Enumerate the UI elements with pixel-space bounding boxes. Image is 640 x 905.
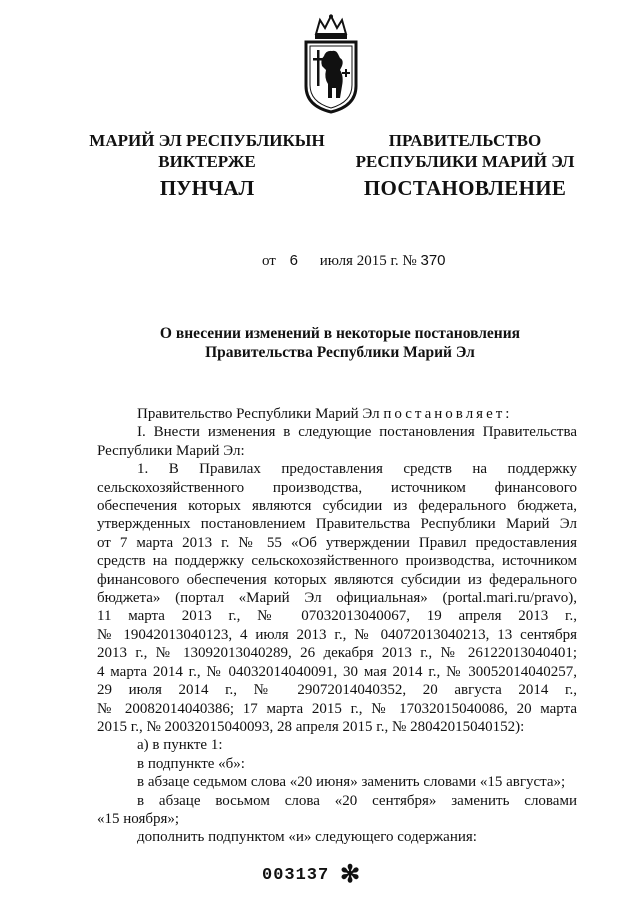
doc-type-right: ПОСТАНОВЛЕНИЕ [363, 176, 567, 200]
intro-verb: постановляет: [383, 406, 513, 422]
title-line2: Правительства Республики Марий Эл [205, 344, 475, 361]
p2-line15: 2015 г., № 20032015040093, 28 апреля 2015 г., № 28042015040152): [97, 718, 525, 735]
intro-text: Правительство Республики Марий Эл [137, 406, 384, 422]
p2-line7: финансового обеспечения которых являются субсидии из федерального [97, 571, 577, 588]
p2-line13: 29 июля 2014 г., № 29072014040352, 20 августа 2014 г., [97, 682, 577, 699]
p1-line2: Республики Марий Эл: [97, 442, 245, 459]
p2-line12: 4 марта 2014 г., № 04032014040091, 30 мая 2014 г., № 30052014040257, [97, 663, 577, 680]
document-date [262, 252, 446, 270]
p2-line5: от 7 марта 2013 г. № 55 «Об утверждении Правил предоставления [97, 534, 577, 551]
p2-line9: 11 марта 2013 г., № 07032013040067, 19 апреля 2013 г., [97, 608, 577, 625]
p2-line4: утвержденных постановлением Правительства Республики Марий Эл [97, 516, 577, 533]
header-right-line1: ПРАВИТЕЛЬСТВО [388, 131, 542, 150]
p2-line10: № 19042013040123, 4 июля 2013 г., № 04072013040213, 13 сентября [97, 626, 577, 643]
asterisk-mark-icon: ✻ [340, 862, 361, 888]
p2-line14: № 20082014040386; 17 марта 2015 г., № 17032015040086, 20 марта [97, 700, 577, 717]
p1-line1: I. Внести изменения в следующие постановления Правительства [137, 424, 577, 441]
header-right-authority [340, 130, 590, 172]
date-day: 6 [289, 252, 298, 269]
doc-type-left: ПУНЧАЛ [159, 176, 255, 200]
coat-of-arms-icon [300, 14, 362, 114]
p2-line3: обеспечения которых являются субсидии из федерального бюджета, [97, 498, 577, 515]
p2-line11: 2013 г., № 13092013040289, 26 декабря 2013 г., № 26122013040401; [97, 645, 577, 662]
p2-line2: сельскохозяйственного производства, источником финансового [97, 479, 577, 496]
document-title [90, 324, 590, 362]
item-a-line: а) в пункте 1: [137, 737, 223, 754]
subitem-b-line: в подпункте «б»: [137, 755, 245, 772]
document-number: 370 [420, 252, 446, 269]
document-body [97, 405, 577, 847]
paragraph-eight-line2: «15 ноября»; [97, 810, 180, 827]
p2-line1: 1. В Правилах предоставления средств на поддержку [137, 461, 577, 478]
paragraph-eight-line1: в абзаце восьмом слова «20 сентября» заменить словами [137, 792, 577, 809]
header-left-line2: ВИКТЕРЖЕ [158, 152, 256, 171]
header-left-authority [82, 130, 332, 172]
title-line1: О внесении изменений в некоторые постановления [159, 325, 521, 342]
footer-serial-code: 003137 [262, 866, 330, 885]
p2-line6: средств на поддержку сельскохозяйственного производства, источником [97, 553, 577, 570]
paragraph-seven-line: в абзаце седьмом слова «20 июня» заменить словами «15 августа»; [137, 774, 566, 791]
header-right-line2: РЕСПУБЛИКИ МАРИЙ ЭЛ [355, 152, 575, 171]
add-subitem-line: дополнить подпунктом «и» следующего содержания: [137, 829, 477, 846]
header-left-line1: МАРИЙ ЭЛ РЕСПУБЛИКЫН [89, 131, 325, 150]
intro-paragraph [97, 405, 577, 423]
date-month-year: июля 2015 г. № [319, 253, 417, 269]
date-prefix: от [262, 253, 276, 269]
p2-line8: бюджета» (портал «Марий Эл официальная» (portal.mari.ru/pravo), [97, 590, 577, 607]
